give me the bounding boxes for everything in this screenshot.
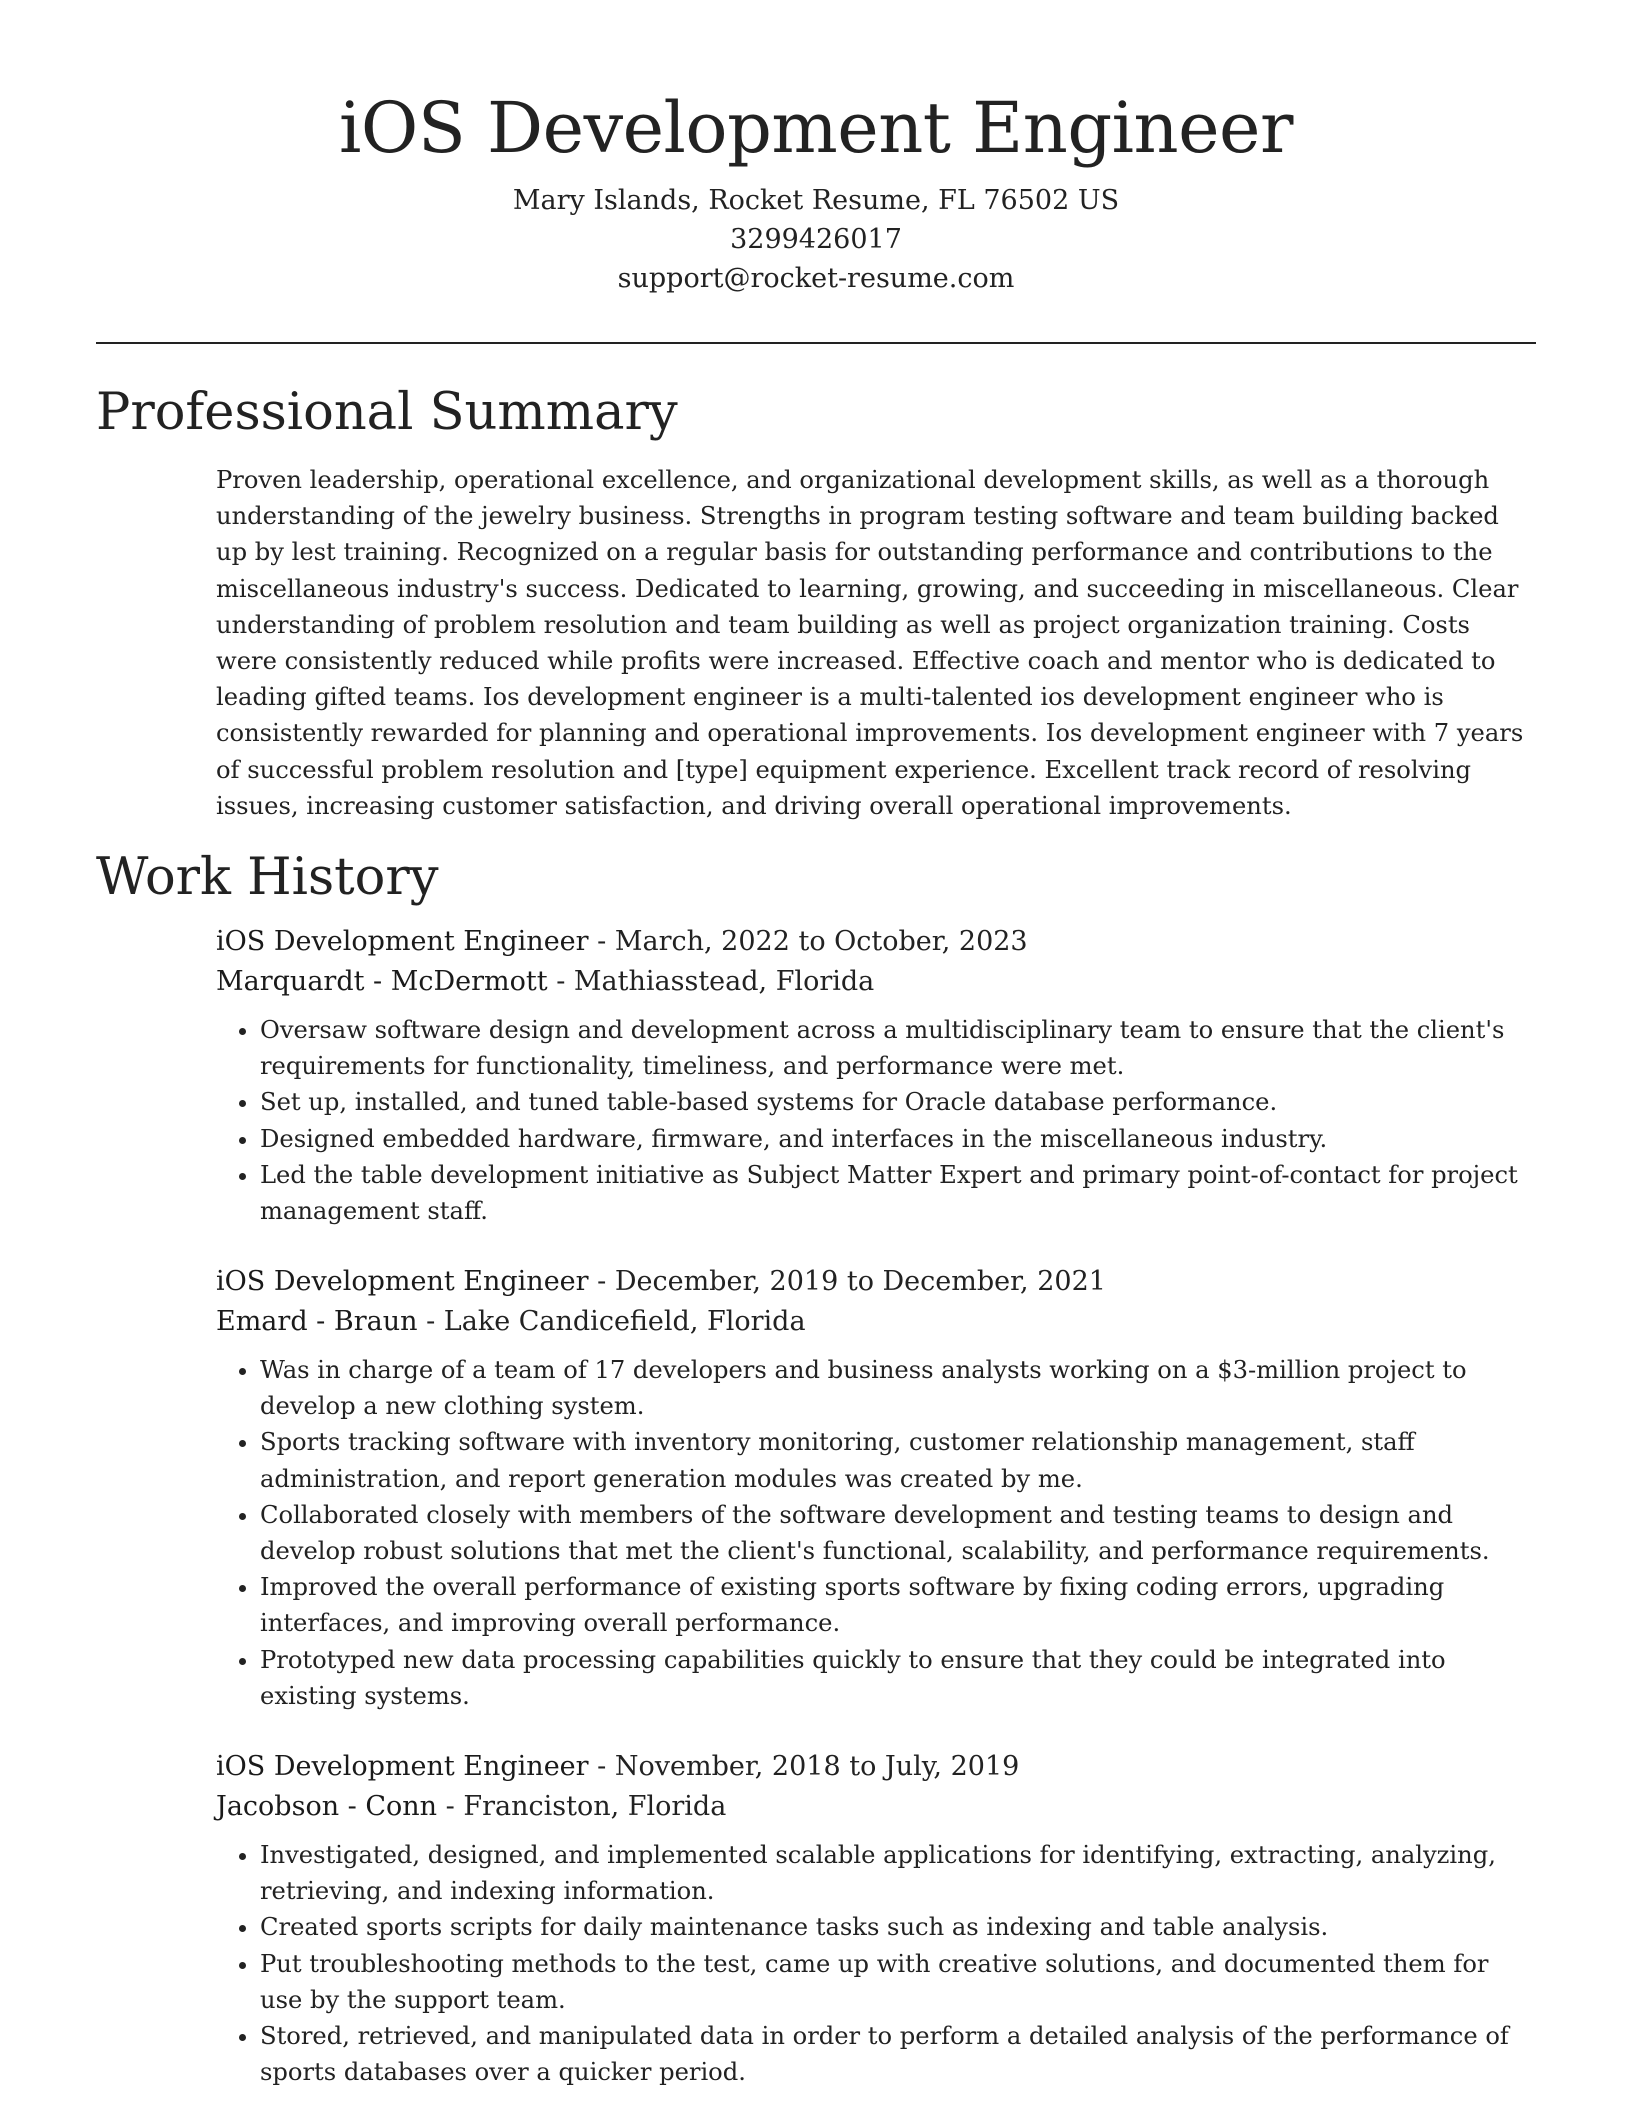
job-entry — [216, 1747, 1536, 2090]
job-title-line — [216, 1262, 1536, 1302]
list-item: • Collaborated closely with members of the software development and testing teams to design and develop robust solutions that met the client's functional, scalability, and performance requirements. — [260, 1497, 1536, 1569]
job-bullets — [216, 1012, 1536, 1229]
job-title: iOS Development Engineer — [216, 1751, 589, 1782]
work-history-heading: Work History — [96, 848, 439, 907]
job-location: - Franciston, Florida — [437, 1791, 727, 1822]
email-text: support@rocket-resume.com — [617, 263, 1015, 294]
contact-info — [0, 181, 1632, 298]
job-company: Marquardt - McDermott — [216, 966, 548, 997]
job-dates: - December, 2019 to December, 2021 — [588, 1266, 1106, 1297]
list-item: • Oversaw software design and development across a multidisciplinary team to ensure that the client's requirements for functionality, timeliness, and performance were met. — [260, 1012, 1536, 1084]
job-title-line — [216, 1747, 1536, 1787]
job-title: iOS Development Engineer — [216, 926, 589, 957]
job-title: iOS Development Engineer — [216, 1266, 589, 1297]
list-item: • Prototyped new data processing capabilities quickly to ensure that they could be integrated into existing systems. — [260, 1642, 1536, 1714]
phone-text: 3299426017 — [730, 224, 902, 255]
summary-text: Proven leadership, operational excellence, and organizational development skills, as well as a thorough understanding of the jewelry business. Strengths in program testing software and team building backed up by lest training. Recognized on a regular basis for outstanding performance and contributions to the miscellaneous industry's success. Dedicated to learning, growing, and succeeding in miscellaneous. Clear understanding of problem resolution and team building as well as project organization training. Costs were consistently reduced while profits were increased. Effective coach and mentor who is dedicated to leading gifted teams. Ios development engineer is a multi-talented ios development engineer who is consistently rewarded for planning and operational improvements. Ios development engineer with 7 years of successful problem resolution and [type] equipment experience. Excellent track record of resolving issues, increasing customer satisfaction, and driving overall operational improvements. — [216, 466, 1524, 820]
list-item: • Set up, installed, and tuned table-based systems for Oracle database performance. — [260, 1084, 1536, 1120]
job-location: - Mathiasstead, Florida — [547, 966, 875, 997]
job-company-line — [216, 1787, 1536, 1827]
list-item: • Stored, retrieved, and manipulated data in order to perform a detailed analysis of the performance of sports databases over a quicker period. — [260, 2018, 1536, 2090]
page-title: iOS Development Engineer — [339, 87, 1293, 169]
list-item: • Led the table development initiative as Subject Matter Expert and primary point-of-contact for project management staff. — [260, 1157, 1536, 1229]
job-dates: - November, 2018 to July, 2019 — [588, 1751, 1020, 1782]
header-divider — [96, 342, 1536, 344]
list-item: • Improved the overall performance of existing sports software by fixing coding errors, upgrading interfaces, and improving overall performance. — [260, 1569, 1536, 1641]
job-bullets — [216, 1352, 1536, 1714]
job-entry — [216, 1262, 1536, 1714]
job-title-line — [216, 922, 1536, 962]
job-company-line — [216, 962, 1536, 1002]
job-dates: - March, 2022 to October, 2023 — [588, 926, 1028, 957]
job-entry — [216, 922, 1536, 1229]
job-bullets — [216, 1837, 1536, 2090]
list-item: • Created sports scripts for daily maintenance tasks such as indexing and table analysis. — [260, 1909, 1536, 1945]
address-text: Mary Islands, Rocket Resume, FL 76502 US — [512, 185, 1120, 216]
list-item: • Designed embedded hardware, firmware, and interfaces in the miscellaneous industry. — [260, 1121, 1536, 1157]
job-company-line — [216, 1302, 1536, 1342]
list-item: • Put troubleshooting methods to the test, came up with creative solutions, and documented them for use by the support team. — [260, 1946, 1536, 2018]
list-item: • Investigated, designed, and implemented scalable applications for identifying, extracting, analyzing, retrieving, and indexing information. — [260, 1837, 1536, 1909]
list-item: • Was in charge of a team of 17 developers and business analysts working on a $3-million project to develop a new clothing system. — [260, 1352, 1536, 1424]
summary-heading: Professional Summary — [96, 383, 678, 442]
job-location: - Lake Candicefield, Florida — [417, 1306, 806, 1337]
job-company: Emard - Braun — [216, 1306, 418, 1337]
list-item: • Sports tracking software with inventory monitoring, customer relationship management, staff administration, and report generation modules was created by me. — [260, 1424, 1536, 1496]
job-company: Jacobson - Conn — [216, 1791, 438, 1822]
resume-header — [0, 82, 1632, 294]
